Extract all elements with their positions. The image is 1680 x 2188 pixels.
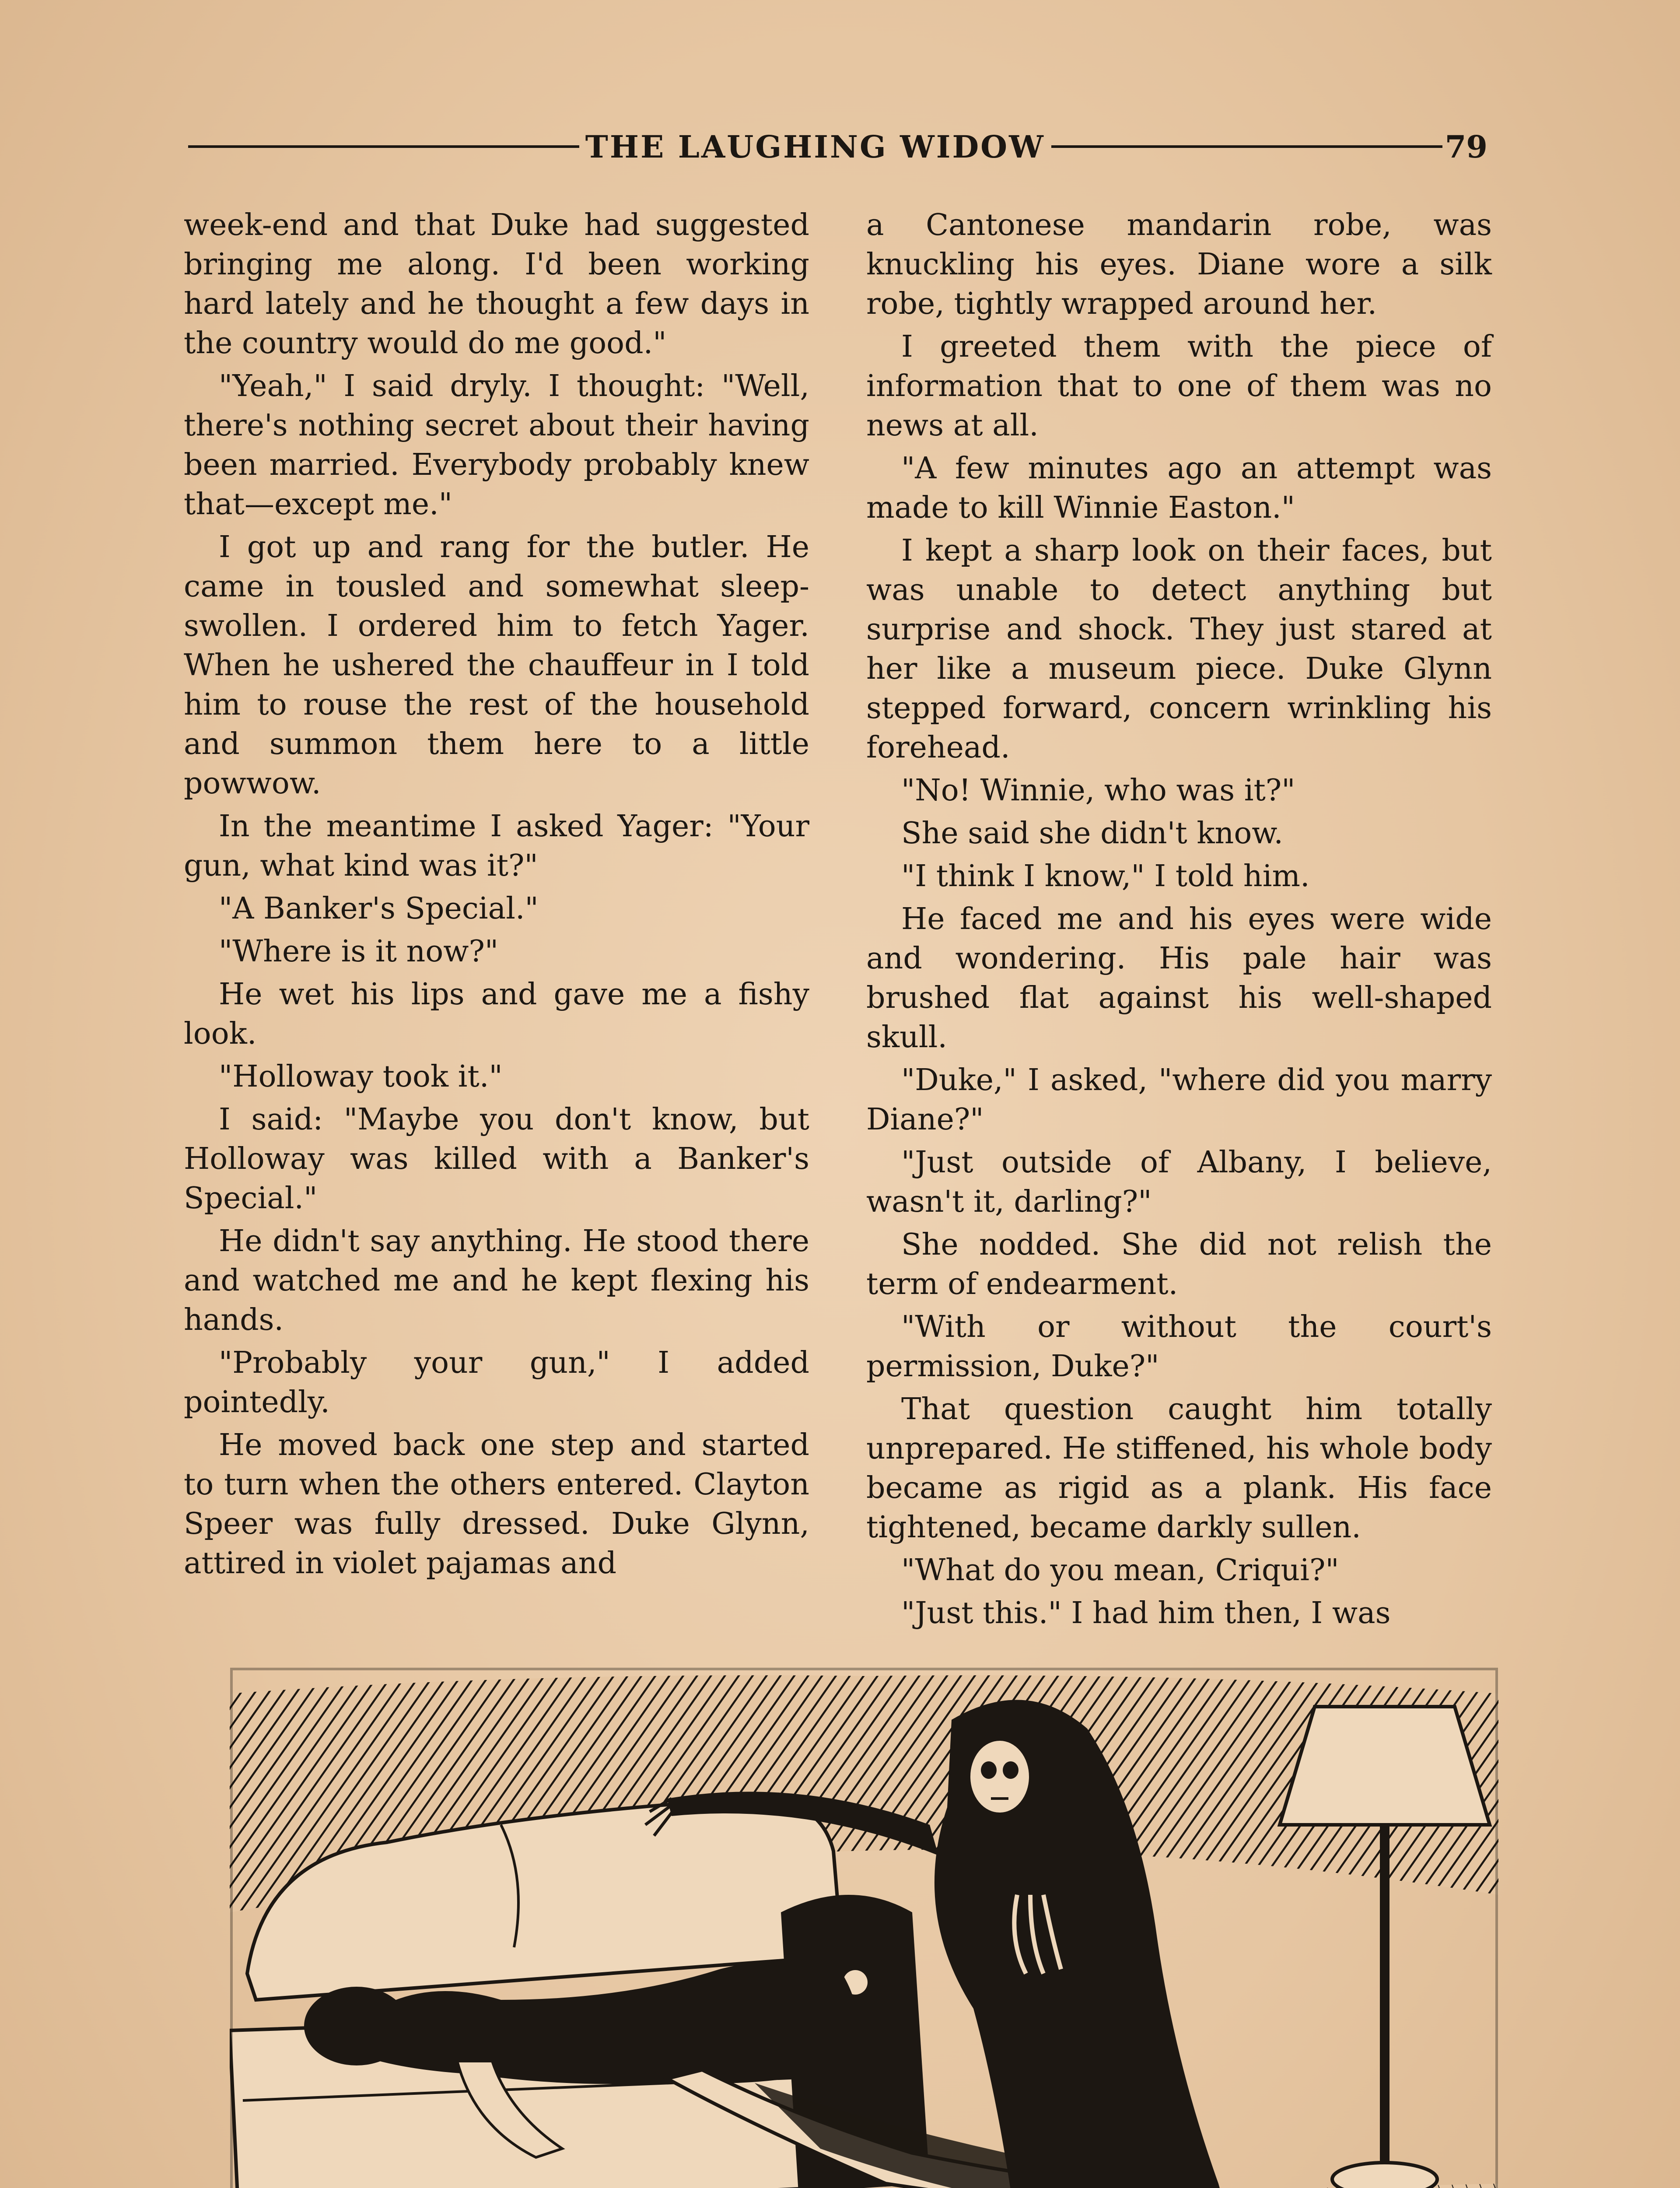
paragraph: "A few minutes ago an attempt was made to kill Winnie Easton." <box>866 451 1492 525</box>
paragraph: He faced me and his eyes were wide and wondering. His pale hair was brushed flat against his well-shaped skull. <box>866 902 1492 1055</box>
paragraph: She said she didn't know. <box>901 816 1284 851</box>
page-number: 79 <box>1445 128 1488 165</box>
paragraph: She nodded. She did not relish the term of endearment. <box>866 1227 1492 1301</box>
paragraph: a Cantonese mandarin robe, was knuckling his eyes. Diane wore a silk robe, tightly wrapped around her. <box>866 208 1492 321</box>
right-column <box>866 206 1492 1637</box>
paragraph: "No! Winnie, who was it?" <box>901 773 1295 808</box>
paragraph: "What do you mean, Criqui?" <box>901 1553 1339 1588</box>
paragraph: "With or without the court's permission, Duke?" <box>866 1310 1492 1384</box>
paragraph: "A Banker's Special." <box>219 891 539 926</box>
paragraph: "Holloway took it." <box>219 1059 503 1094</box>
paragraph: "Probably your gun," I added pointedly. <box>184 1346 809 1420</box>
paragraph: "Yeah," I said dryly. I thought: "Well, there's nothing secret about their having been married. Everybody probably knew that—except me." <box>184 369 809 522</box>
paragraph: He moved back one step and started to turn when the others entered. Clayton Speer was fully dressed. Duke Glynn, attired in violet pajamas and <box>184 1428 809 1581</box>
lamp-shade <box>1280 1707 1490 1825</box>
left-column <box>184 206 809 1587</box>
running-header <box>188 127 1488 166</box>
header-rule-left <box>188 145 579 148</box>
header-rule-right <box>1051 145 1442 148</box>
paragraph: That question caught him totally unprepared. He stiffened, his whole body became as rigid as a plank. His face tightened, became darkly sullen. <box>866 1392 1492 1545</box>
paragraph: He didn't say anything. He stood there and watched me and he kept flexing his hands. <box>184 1224 809 1337</box>
paragraph: In the meantime I asked Yager: "Your gun, what kind was it?" <box>184 809 809 883</box>
skull <box>969 1739 1030 1814</box>
paragraph: "Where is it now?" <box>219 934 499 969</box>
paragraph: I got up and rang for the butler. He came in tousled and somewhat sleep-swollen. I ordered him to fetch Yager. When he ushered the chauffeur in I told him to rouse the rest of the household and summon them here to a little powwow. <box>184 530 809 801</box>
paragraph: "Duke," I asked, "where did you marry Diane?" <box>866 1063 1492 1137</box>
paragraph: "I think I know," I told him. <box>901 859 1310 894</box>
story-title: THE LAUGHING WIDOW <box>585 128 1045 165</box>
story-illustration <box>230 1667 1498 2188</box>
paragraph: "Just this." I had him then, I was <box>901 1596 1391 1630</box>
illustration-art <box>230 1667 1498 2188</box>
paragraph: He wet his lips and gave me a fishy look. <box>184 977 809 1051</box>
paragraph: I kept a sharp look on their faces, but was unable to detect anything but surprise and shock. They just stared at her like a museum piece. Duke Glynn stepped forward, concern wrinkling his forehead. <box>866 533 1492 765</box>
paragraph: I greeted them with the piece of information that to one of them was no news at all. <box>866 330 1492 443</box>
paragraph: "Just outside of Albany, I believe, wasn't it, darling?" <box>866 1145 1492 1219</box>
paragraph: I said: "Maybe you don't know, but Holloway was killed with a Banker's Special." <box>184 1102 809 1216</box>
paragraph: week-end and that Duke had suggested bringing me along. I'd been working hard lately and he thought a few days in the country would do me good." <box>184 208 809 361</box>
